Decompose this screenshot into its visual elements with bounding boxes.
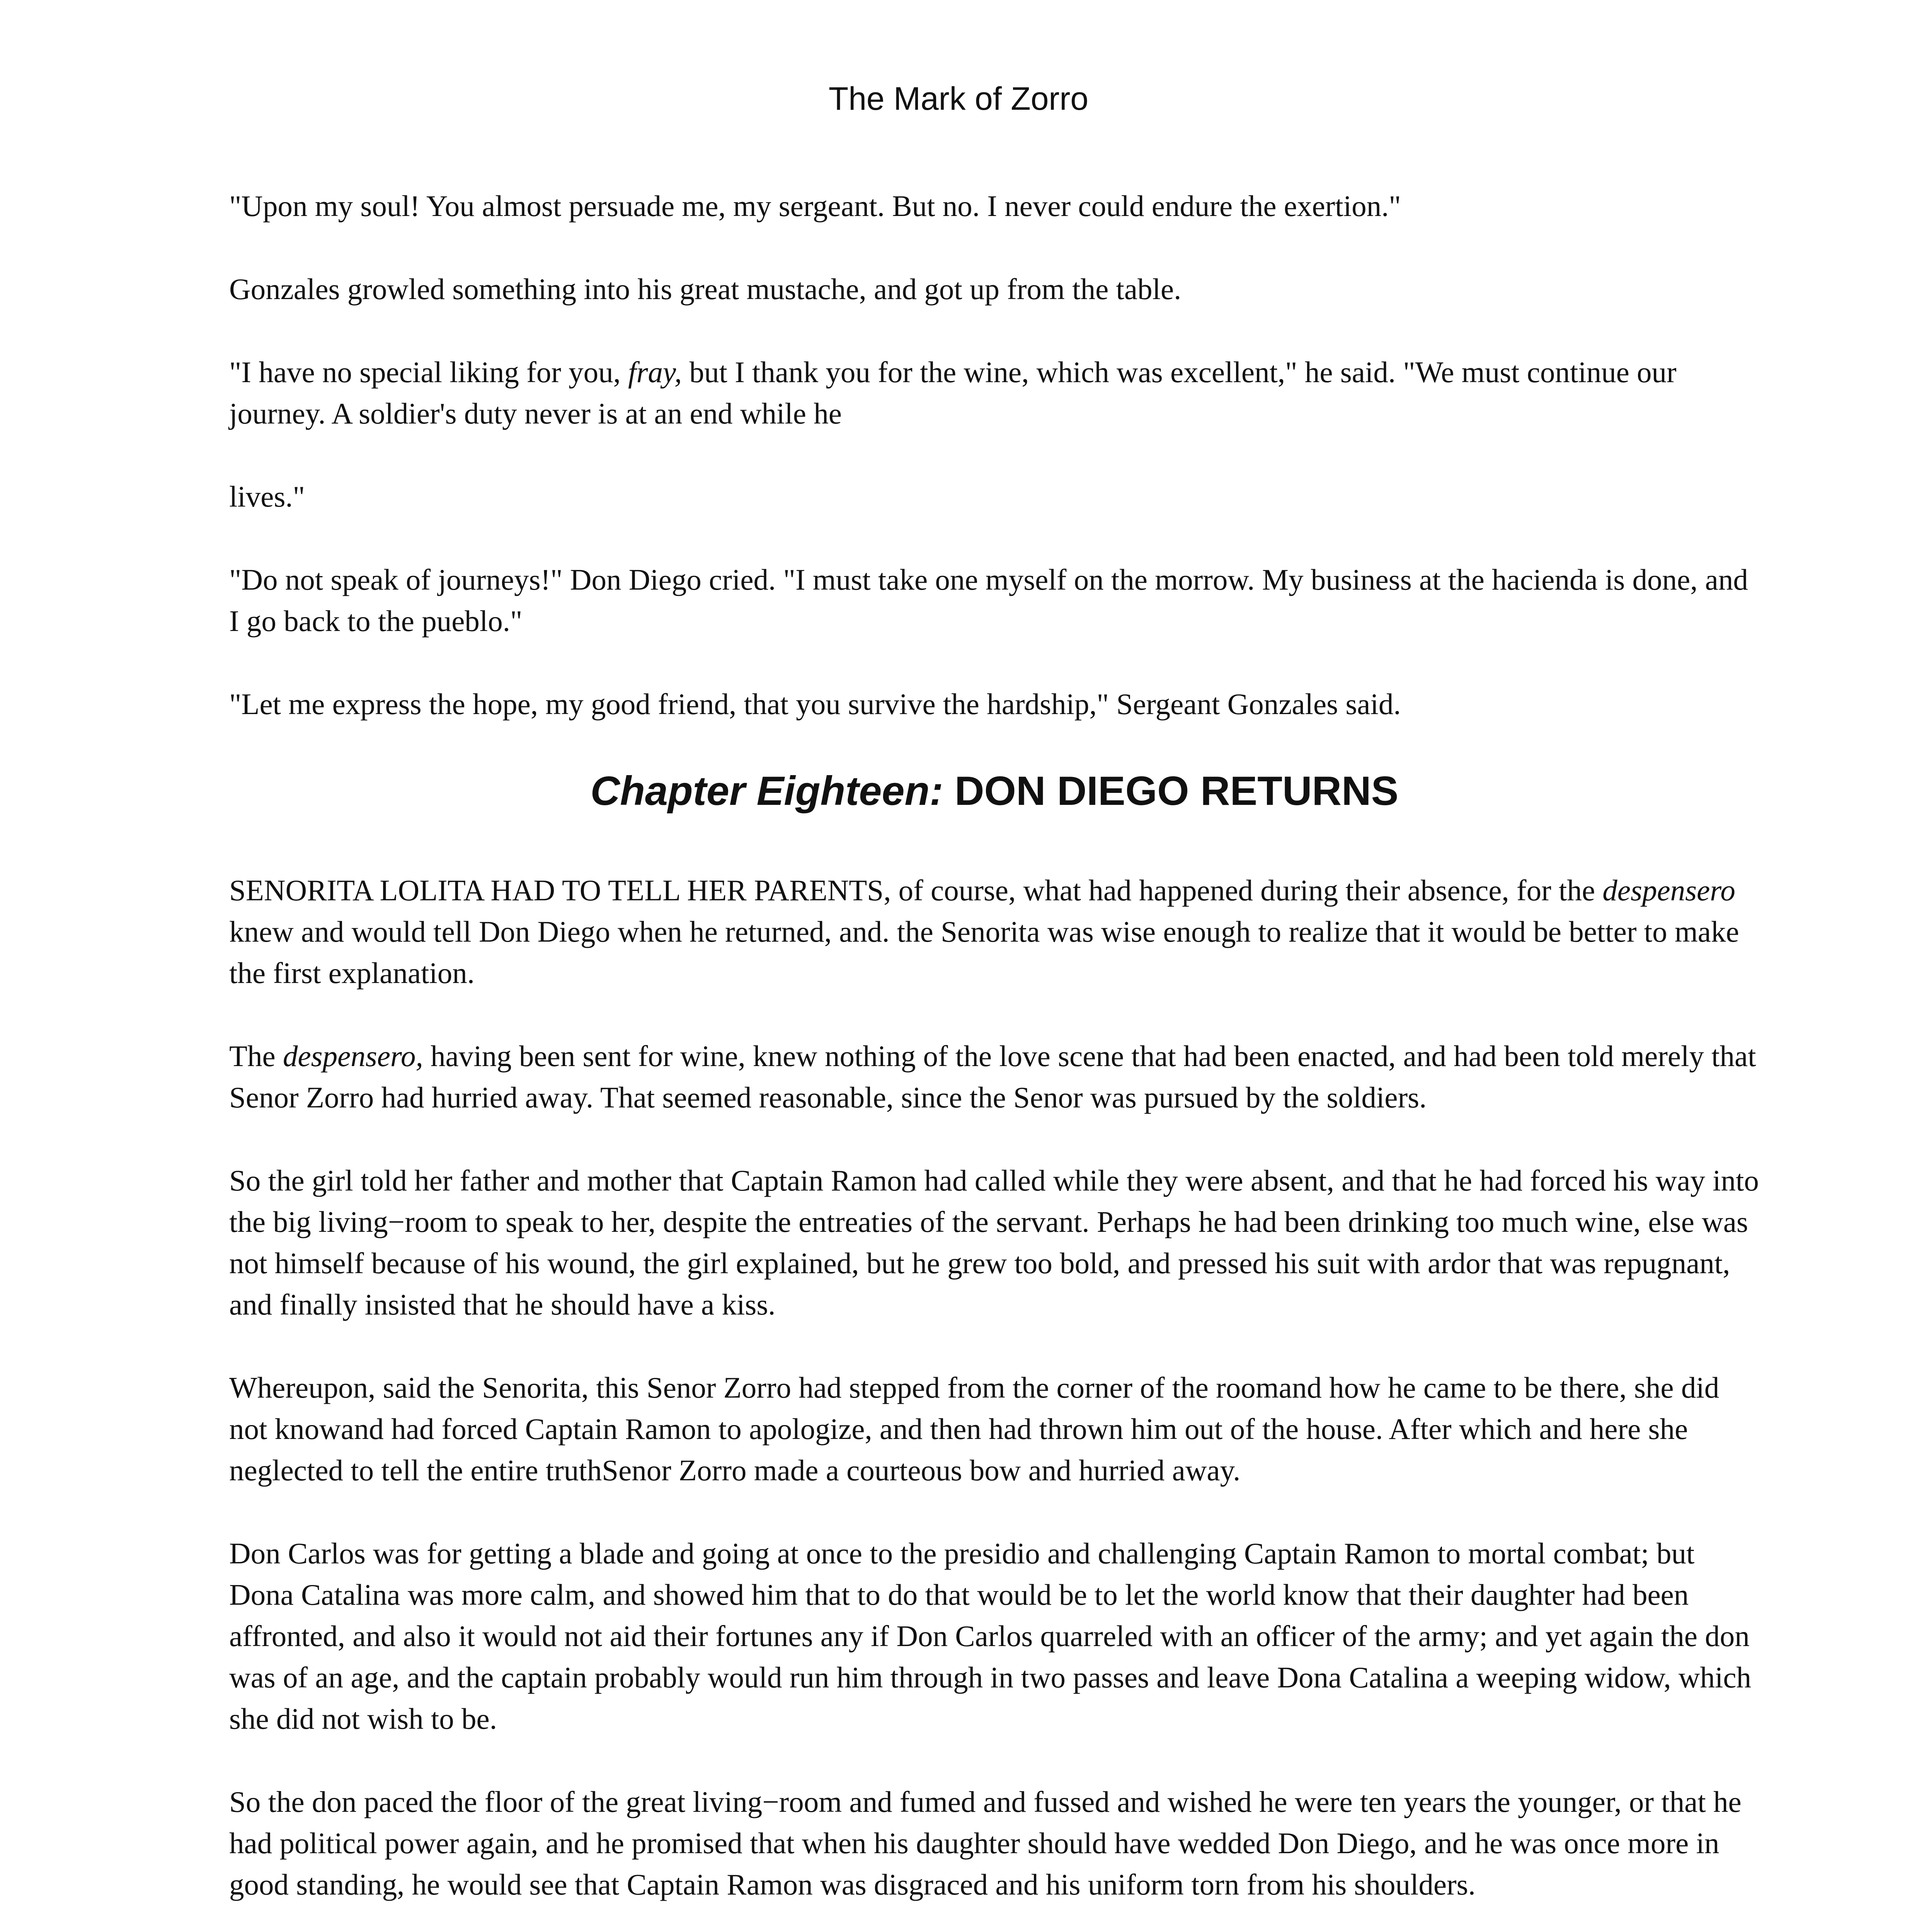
paragraph xyxy=(229,185,1760,227)
paragraph xyxy=(229,476,1760,517)
paragraph xyxy=(229,684,1760,725)
text-run: SENORITA LOLITA HAD TO TELL HER PARENTS, of course, what had happened during their absence, for the xyxy=(229,874,1603,907)
text-run: "Let me express the hope, my good friend, that you survive the hardship," Sergeant Gonzales said. xyxy=(229,687,1401,721)
text-run: "I have no special liking for you, xyxy=(229,355,628,389)
italic-text: despensero, xyxy=(283,1039,423,1073)
chapter-title: DON DIEGO RETURNS xyxy=(954,768,1399,814)
paragraphs-before-chapter xyxy=(229,185,1760,725)
text-run: knew and would tell Don Diego when he returned, and. the Senorita was wise enough to realize that it would be better to make the first explanation. xyxy=(229,915,1739,990)
paragraph xyxy=(229,352,1760,434)
paragraph xyxy=(229,1367,1760,1491)
chapter-heading xyxy=(229,767,1760,816)
paragraph xyxy=(229,1160,1760,1325)
text-run: lives." xyxy=(229,480,305,513)
text-run: So the don paced the floor of the great living−room and fumed and fussed and wished he were ten years the younger, or that he had political power again, and he promised that when his daughter should have wedded Don Diego, and he was once more in good standing, he would see that Captain Ramon was disgraced and his uniform torn from his shoulders. xyxy=(229,1785,1742,1901)
running-header: The Mark of Zorro xyxy=(828,80,1089,117)
text-run: "Upon my soul! You almost persuade me, my sergeant. But no. I never could endure the exertion." xyxy=(229,189,1401,223)
italic-text: despensero xyxy=(1602,874,1735,907)
body-text xyxy=(229,185,1760,1932)
text-run: but I thank you for the wine, which was excellent," he said. "We must continue our journey. A soldier's duty never is at an end while he xyxy=(229,355,1677,430)
text-run: having been sent for wine, knew nothing of the love scene that had been enacted, and had been told merely that Senor Zorro had hurried away. That seemed reasonable, since the Senor was pursued by the soldiers. xyxy=(229,1039,1756,1114)
text-run: Gonzales growled something into his great mustache, and got up from the table. xyxy=(229,272,1182,306)
text-run: The xyxy=(229,1039,283,1073)
paragraphs-after-chapter xyxy=(229,870,1760,1932)
paragraph xyxy=(229,1036,1760,1118)
paragraph xyxy=(229,1533,1760,1740)
chapter-label: Chapter Eighteen: xyxy=(590,768,943,814)
text-run: Whereupon, said the Senorita, this Senor Zorro had stepped from the corner of the roomand how he came to be there, she did not knowand had forced Captain Ramon to apologize, and then had thrown him out of the house. After which and here she neglected to tell the entire truthSenor Zorro made a courteous bow and hurried away. xyxy=(229,1371,1720,1487)
text-run: Don Carlos was for getting a blade and going at once to the presidio and challenging Captain Ramon to mortal combat; but Dona Catalina was more calm, and showed him that to do that would be to let the world know that their daughter had been affronted, and also it would not aid their fortunes any if Don Carlos quarreled with an officer of the army; and yet again the don was of an age, and the captain probably would run him through in two passes and leave Dona Catalina a weeping widow, which she did not wish to be. xyxy=(229,1537,1752,1736)
text-run: So the girl told her father and mother that Captain Ramon had called while they were absent, and that he had forced his way into the big living−room to speak to her, despite the entreaties of the servant. Perhaps he had been drinking too much wine, else was not himself because of his wound, the girl explained, but he grew too bold, and pressed his suit with ardor that was repugnant, and finally insisted that he should have a kiss. xyxy=(229,1164,1759,1321)
paragraph xyxy=(229,559,1760,642)
paragraph xyxy=(229,269,1760,310)
paragraph xyxy=(229,1781,1760,1905)
italic-text: fray, xyxy=(628,355,682,389)
paragraph xyxy=(229,870,1760,994)
text-run: "Do not speak of journeys!" Don Diego cried. "I must take one myself on the morrow. My business at the hacienda is done, and I go back to the pueblo." xyxy=(229,563,1748,638)
